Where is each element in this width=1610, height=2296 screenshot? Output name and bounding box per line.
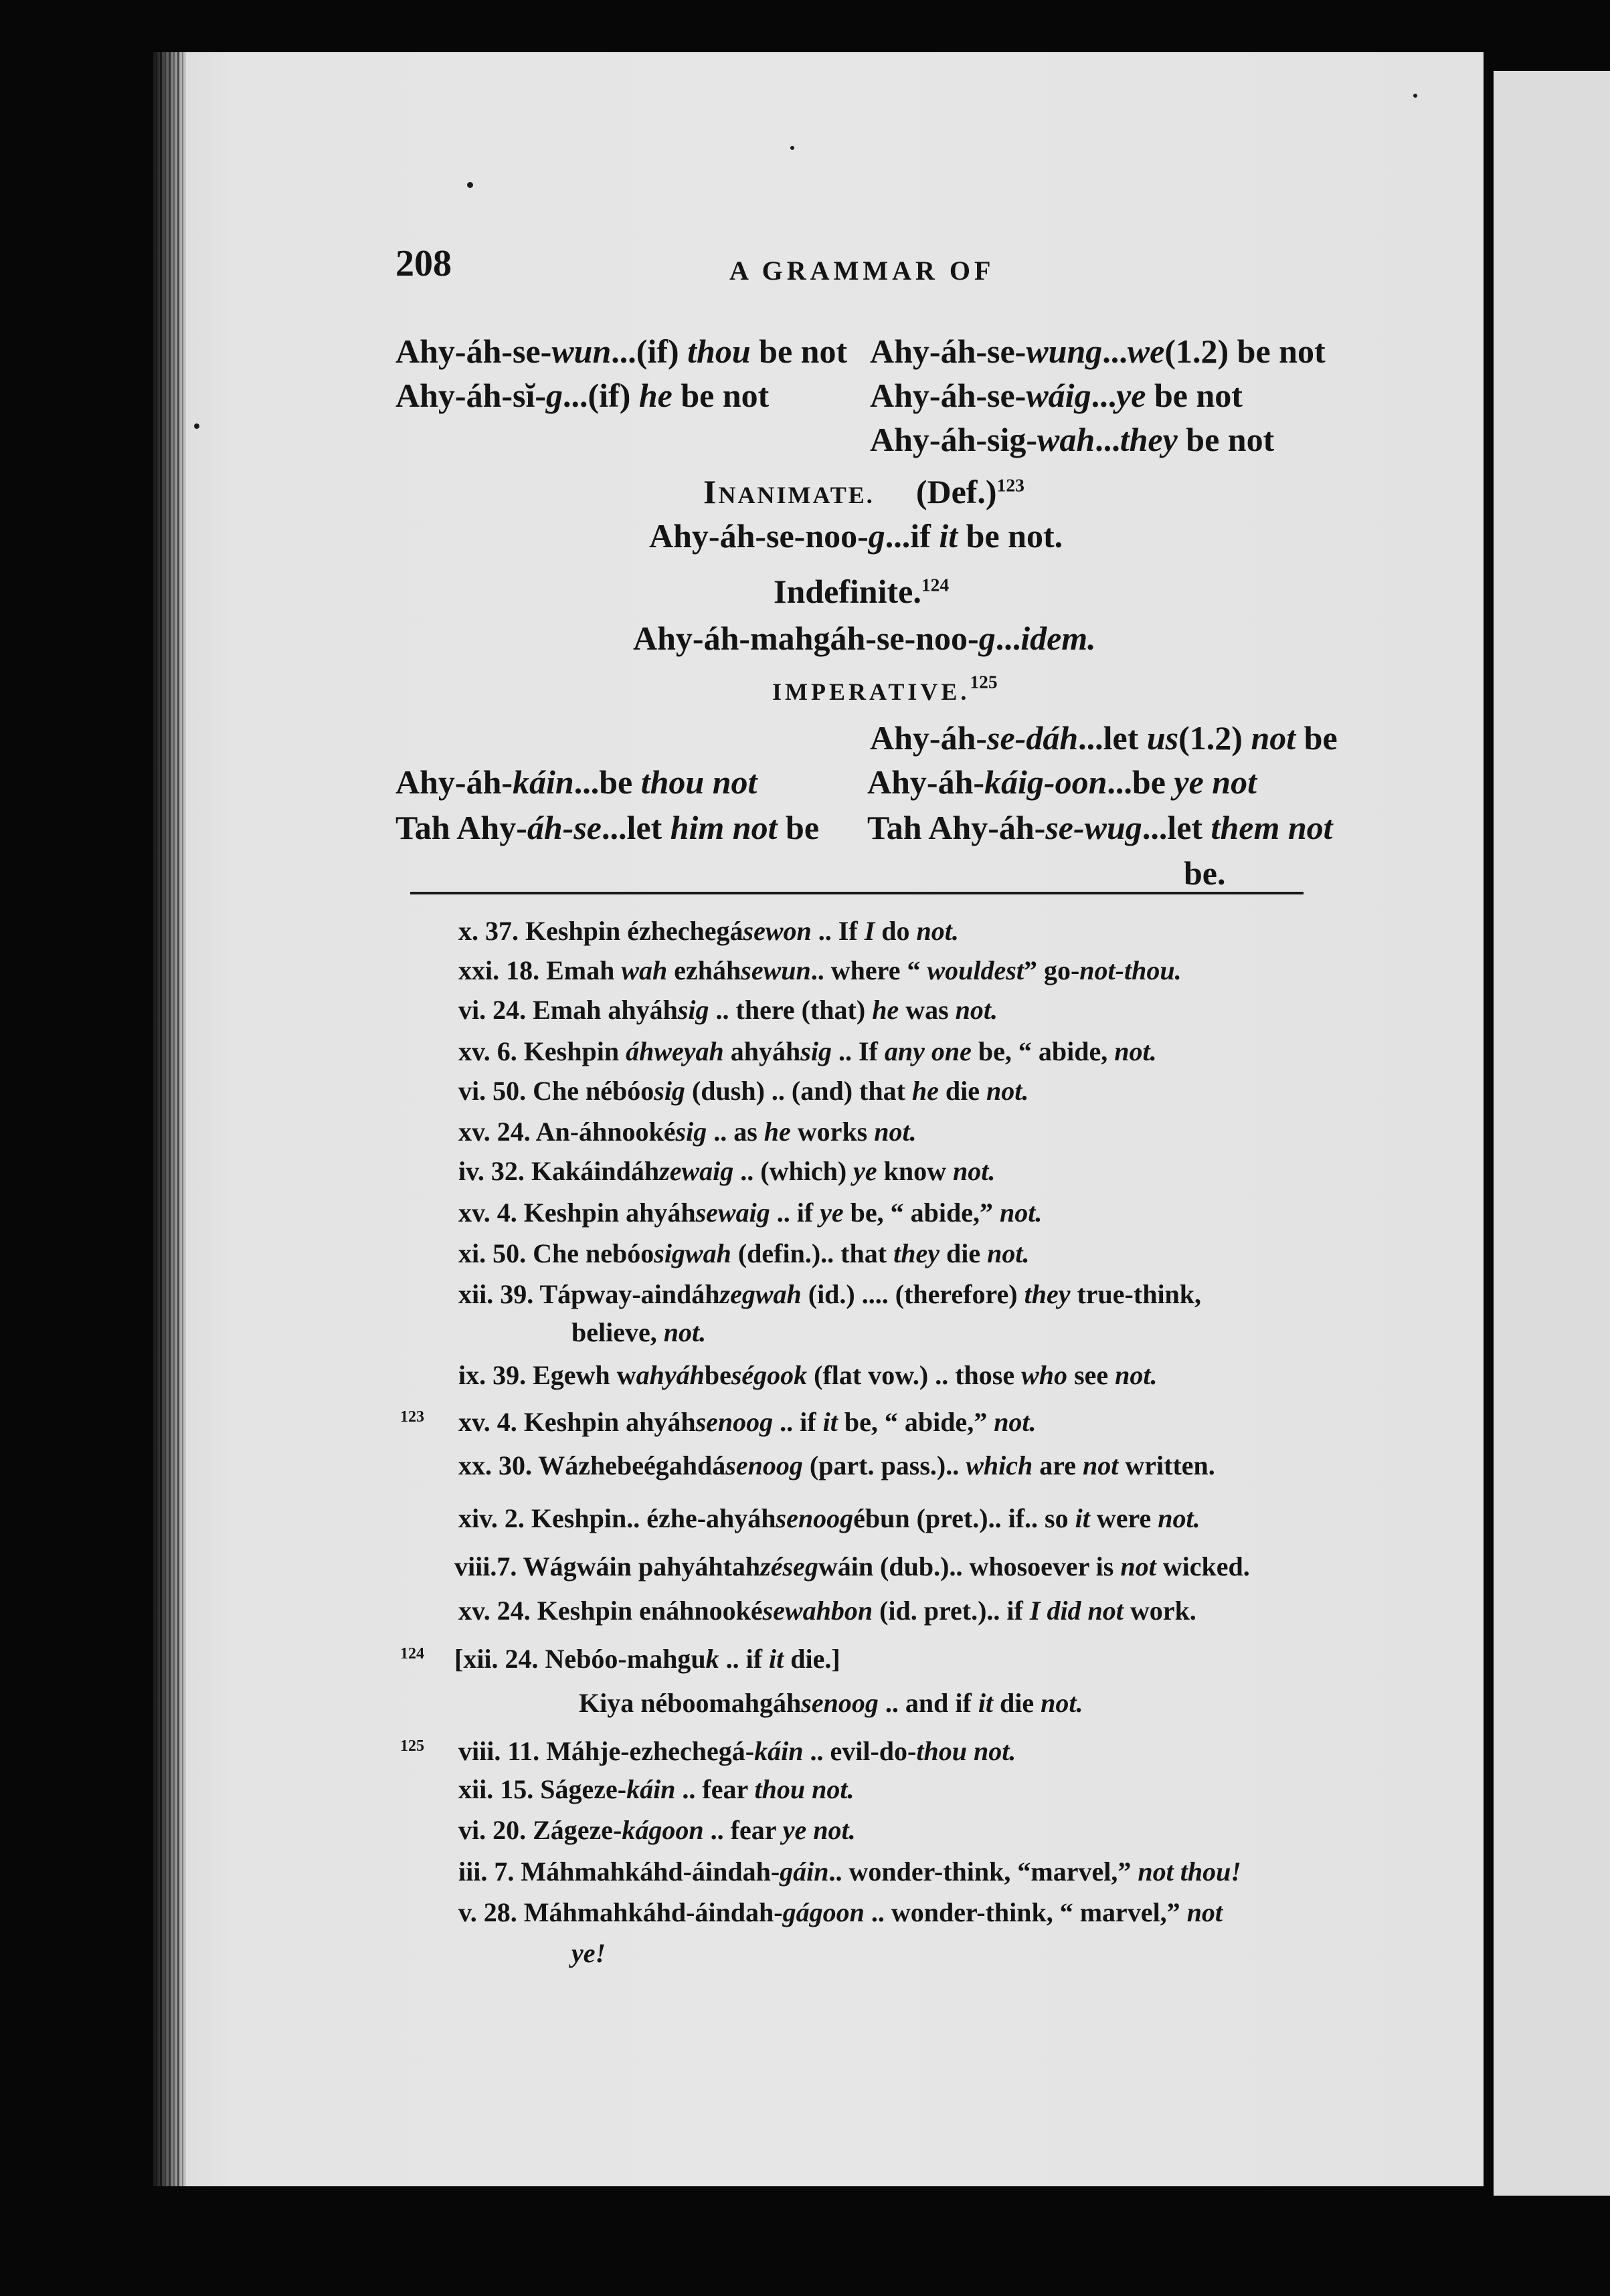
text-run: .. there (that)	[709, 995, 873, 1025]
text-run: ...(if)	[563, 377, 639, 414]
text-run: xii. 15. Ságeze-	[458, 1774, 627, 1804]
subjunctive-row3-right	[870, 419, 1274, 460]
text-run: Tah Ahy-	[395, 809, 527, 846]
footnote-marker: 123	[400, 1408, 424, 1426]
text-run: Ahy-áh-se-noo-	[649, 517, 869, 555]
italic-text-run: kágoon	[622, 1815, 704, 1845]
italic-text-run: wáig	[1026, 377, 1091, 414]
text-run: be not	[672, 377, 770, 414]
text-run: .. evil-do-	[803, 1736, 917, 1766]
italic-text-run: it	[978, 1688, 994, 1718]
italic-text-run: se-wug	[1045, 809, 1142, 846]
adjacent-page-edge	[1494, 71, 1610, 2196]
text-run: ahyáh	[723, 1036, 801, 1066]
italic-text-run: thou not.	[754, 1774, 855, 1804]
italic-text-run: not	[1083, 1450, 1119, 1480]
text-run: .. fear	[703, 1815, 783, 1845]
italic-text-run: káig-oon	[984, 763, 1107, 801]
footnote-line	[458, 1406, 1037, 1438]
scan-speck	[467, 182, 473, 188]
text-run: see	[1067, 1360, 1115, 1390]
italic-text-run: not.	[874, 1117, 917, 1147]
text-run: xii. 39. Tápway-aindáh	[458, 1279, 720, 1309]
italic-text-run: sewun	[741, 955, 811, 985]
italic-text-run: g	[546, 377, 563, 414]
text-run: believe,	[571, 1317, 664, 1347]
imperative-row3-right	[867, 807, 1333, 848]
footnote-line	[454, 1643, 840, 1675]
running-title: A GRAMMAR OF	[729, 256, 995, 286]
heading-text-run: IMPERATIVE.	[772, 678, 970, 705]
italic-text-run: gáin	[780, 1856, 829, 1887]
text-run: iii. 7. Máhmahkáhd-áindah-	[458, 1856, 780, 1887]
italic-text-run: not.	[1000, 1198, 1043, 1228]
italic-text-run: wung	[1026, 332, 1103, 370]
text-run: be not.	[958, 517, 1063, 555]
italic-text-run: I did not	[1029, 1596, 1124, 1626]
text-run: die	[939, 1238, 988, 1268]
text-run: be not	[1146, 377, 1243, 414]
text-run: (1.2)	[1178, 719, 1251, 757]
text-run: ix. 39. Egewh w	[458, 1360, 636, 1390]
text-run: xxi. 18. Emah	[458, 955, 622, 985]
text-run: ” go-	[1023, 955, 1080, 985]
italic-text-run: he	[911, 1076, 939, 1106]
footnote-marker: 124	[400, 1645, 424, 1662]
italic-text-run: sig	[654, 1076, 685, 1106]
italic-text-run: ségook	[731, 1360, 808, 1390]
footnote-line	[458, 955, 1182, 987]
italic-text-run: who	[1021, 1360, 1068, 1390]
italic-text-run: not.	[663, 1317, 707, 1347]
footnote-line	[458, 1814, 856, 1846]
footnote-line	[458, 994, 998, 1026]
text-run: .. if	[773, 1407, 823, 1437]
subjunctive-row1-left	[395, 331, 847, 371]
footnote-line	[458, 1116, 917, 1148]
italic-text-run: not.	[994, 1407, 1037, 1437]
footnote-line	[458, 1075, 1028, 1107]
italic-text-run: not.	[916, 916, 959, 946]
italic-text-run: they	[1024, 1279, 1071, 1309]
text-run: [xii. 24. Nebóo-mahgu	[454, 1644, 706, 1674]
italic-text-run: him not	[670, 809, 778, 846]
text-run: ...let	[1142, 809, 1211, 846]
text-run: be.	[1184, 854, 1226, 892]
italic-text-run: he	[872, 995, 899, 1025]
italic-text-run: not	[1186, 1897, 1223, 1927]
italic-text-run: g	[978, 619, 996, 657]
italic-text-run: it	[822, 1407, 838, 1437]
imperative-row2-left	[395, 762, 757, 802]
italic-text-run: wun	[551, 332, 612, 370]
italic-text-run: not.	[986, 1076, 1029, 1106]
footnote-line	[458, 1897, 1223, 1929]
text-run: Ahy-áh-mahgáh-se-noo-	[633, 619, 979, 657]
footnote-line-continuation	[571, 1317, 706, 1349]
text-run: was	[899, 995, 956, 1025]
italic-text-run: k	[705, 1644, 719, 1674]
text-run: xv. 4. Keshpin ahyáh	[458, 1407, 696, 1437]
text-run: (id.) .... (therefore)	[801, 1279, 1024, 1309]
imperative-row1-right	[870, 718, 1338, 758]
scan-speck	[1413, 94, 1417, 98]
italic-text-run: not.	[953, 1156, 996, 1186]
italic-text-run: he	[764, 1117, 791, 1147]
text-run: die	[938, 1076, 987, 1106]
italic-text-run: zéseg	[760, 1551, 818, 1582]
italic-text-run: ye not	[1174, 763, 1257, 801]
text-run: .. wonder-think, “marvel,”	[828, 1856, 1138, 1887]
text-run: v. 28. Máhmahkáhd-áindah-	[458, 1897, 783, 1927]
italic-text-run: wah	[621, 955, 668, 985]
text-run: Kiya néboomahgáh	[579, 1688, 802, 1718]
italic-text-run: they	[1120, 421, 1178, 458]
text-run: ébun (pret.).. if.. so	[853, 1503, 1075, 1533]
italic-text-run: it	[1075, 1503, 1090, 1533]
italic-text-run: senoog	[725, 1450, 803, 1480]
text-run: die	[993, 1688, 1041, 1718]
italic-text-run: not.	[987, 1238, 1030, 1268]
italic-text-run: us	[1146, 719, 1179, 757]
text-run: iv. 32. Kakáindáh	[458, 1156, 660, 1186]
footnote-line	[458, 915, 959, 947]
text-run: Ahy-áh-sĭ-	[395, 377, 547, 414]
text-run: be, “ abide,”	[843, 1198, 1000, 1228]
italic-text-run: sig	[677, 995, 709, 1025]
italic-text-run: thou not.	[916, 1736, 1016, 1766]
italic-text-run: wouldest	[927, 955, 1024, 985]
italic-text-run: áh-se	[527, 809, 602, 846]
italic-text-run: káin	[754, 1736, 804, 1766]
footnote-reference: 124	[921, 574, 950, 595]
text-run: wicked.	[1156, 1551, 1250, 1582]
text-run: (Def.)	[915, 473, 997, 510]
italic-text-run: any one	[884, 1036, 972, 1066]
text-run: ...be	[1107, 763, 1174, 801]
text-run: ...if	[885, 517, 940, 555]
italic-text-run: sig	[675, 1117, 707, 1147]
italic-text-run: senoog	[695, 1407, 774, 1437]
scan-speck	[790, 146, 794, 150]
text-run: be not	[750, 332, 848, 370]
text-run: written.	[1118, 1450, 1215, 1480]
italic-text-run: wah	[1037, 421, 1095, 458]
text-run: Tah Ahy-áh-	[867, 809, 1046, 846]
text-run: .. fear	[675, 1774, 755, 1804]
italic-text-run: sig	[800, 1036, 832, 1066]
imperative-row3-left	[395, 807, 819, 848]
text-run: ...	[1091, 377, 1117, 414]
inanimate-definite-form	[649, 516, 1063, 556]
footnote-line-continuation	[579, 1687, 1083, 1719]
italic-text-run: gágoon	[782, 1897, 865, 1927]
italic-text-run: not	[1120, 1551, 1156, 1582]
heading-text-run: INANIMATE.	[703, 473, 875, 510]
italic-text-run: not-thou.	[1079, 955, 1182, 985]
text-run: .. if	[719, 1644, 770, 1674]
text-run: xx. 30. Wázhebeégahdá	[458, 1450, 726, 1480]
binding-gutter	[151, 52, 186, 2186]
text-run: xi. 50. Che nebóo	[458, 1238, 654, 1268]
text-run: do	[875, 916, 917, 946]
page-number: 208	[395, 243, 452, 284]
italic-text-run: ye	[853, 1156, 877, 1186]
scan-speck	[194, 423, 199, 429]
text-run: Ahy-áh-se-	[870, 377, 1026, 414]
text-run: x. 37. Keshpin ézhechegá	[458, 916, 743, 946]
text-run: (id. pret.).. if	[873, 1596, 1030, 1626]
text-run: Ahy-áh-se-	[395, 332, 552, 370]
footnote-line	[458, 1450, 1215, 1482]
text-run: be	[777, 809, 820, 846]
text-run: (1.2) be not	[1164, 332, 1326, 370]
footnote-line	[458, 1359, 1158, 1392]
subjunctive-row2-right	[870, 375, 1243, 415]
inanimate-indefinite-form	[633, 618, 1096, 658]
text-run: true-think,	[1070, 1279, 1202, 1309]
text-run: Ahy-áh-	[870, 719, 988, 757]
indefinite-heading	[774, 571, 949, 611]
footnote-line	[454, 1551, 1250, 1583]
italic-text-run: sewon	[743, 916, 812, 946]
text-run: ...	[1102, 332, 1128, 370]
italic-text-run: thou not	[640, 763, 757, 801]
text-run: .. and if	[878, 1688, 978, 1718]
imperative-heading	[772, 668, 998, 712]
text-run: viii.7. Wágwáin pahyáhtah	[454, 1551, 761, 1582]
italic-text-run: he	[638, 377, 673, 414]
footnote-reference: 125	[970, 671, 998, 692]
text-run: (dush) .. (and) that	[685, 1076, 912, 1106]
italic-text-run: it	[939, 517, 958, 555]
italic-text-run: not	[1251, 719, 1296, 757]
footnote-reference: 123	[996, 474, 1024, 496]
italic-text-run: I	[864, 916, 875, 946]
italic-text-run: se-dáh	[987, 719, 1079, 757]
italic-text-run: which	[966, 1450, 1033, 1480]
text-run: (part. pass.)..	[802, 1450, 966, 1480]
footnote-line	[458, 1595, 1196, 1627]
imperative-row3-right-continuation	[1184, 853, 1226, 893]
italic-text-run: not thou!	[1138, 1856, 1241, 1887]
text-run: xv. 24. An-áhnooké	[458, 1117, 676, 1147]
text-run: be, “ abide,	[971, 1036, 1115, 1066]
text-run: Ahy-áh-se-	[870, 332, 1026, 370]
footnote-line	[458, 1155, 995, 1187]
footnote-line	[458, 1036, 1157, 1068]
footnote-line	[458, 1278, 1201, 1311]
text-run: works	[790, 1117, 875, 1147]
italic-text-run: they	[893, 1238, 940, 1268]
italic-text-run: zewaig	[659, 1156, 734, 1186]
italic-text-run: ye!	[571, 1938, 606, 1968]
text-run: are	[1033, 1450, 1083, 1480]
italic-text-run: them not	[1211, 809, 1333, 846]
text-run: ...be	[573, 763, 641, 801]
subjunctive-row1-right	[870, 331, 1326, 371]
text-run: .. if	[770, 1198, 820, 1228]
italic-text-run: not.	[1158, 1503, 1200, 1533]
text-run: (defin.).. that	[731, 1238, 894, 1268]
footnote-marker: 125	[400, 1737, 424, 1755]
italic-text-run: not.	[955, 995, 998, 1025]
text-run: xiv. 2. Keshpin.. ézhe-ahyáh	[458, 1503, 776, 1533]
text-run: Ahy-áh-sig-	[870, 421, 1038, 458]
text-run: be not	[1177, 421, 1275, 458]
italic-text-run: senoog	[801, 1688, 879, 1718]
italic-text-run: zegwah	[719, 1279, 802, 1309]
text-run: wáin (dub.).. whosoever is	[818, 1551, 1121, 1582]
text-run: xv. 24. Keshpin enáhnooké	[458, 1596, 763, 1626]
text-run: ezháh	[667, 955, 741, 985]
italic-text-run: sigwah	[654, 1238, 731, 1268]
footnote-line	[458, 1197, 1042, 1229]
text-run: vi. 50. Che nébóo	[458, 1076, 654, 1106]
text-run: ...	[995, 619, 1021, 657]
text-run: .. wonder-think, “ marvel,”	[864, 1897, 1187, 1927]
italic-text-run: thou	[687, 332, 751, 370]
italic-text-run: we	[1127, 332, 1165, 370]
text-run: .. (which)	[733, 1156, 854, 1186]
text-run: Indefinite.	[774, 573, 921, 610]
subjunctive-row2-left	[395, 375, 769, 415]
italic-text-run: sewaig	[695, 1198, 770, 1228]
text-run: ...	[1095, 421, 1120, 458]
footnote-line	[458, 1238, 1029, 1270]
italic-text-run: g	[868, 517, 885, 555]
italic-text-run: not.	[1041, 1688, 1083, 1718]
italic-text-run: ye	[1116, 377, 1146, 414]
text-run: ...let	[601, 809, 670, 846]
italic-text-run: sewahbon	[762, 1596, 873, 1626]
text-run: .. as	[707, 1117, 764, 1147]
italic-text-run: not.	[1115, 1360, 1158, 1390]
text-run: xv. 4. Keshpin ahyáh	[458, 1198, 696, 1228]
italic-text-run: káin	[513, 763, 574, 801]
italic-text-run: áhweyah	[626, 1036, 724, 1066]
italic-text-run: not.	[1114, 1036, 1157, 1066]
text-run: vi. 20. Zágeze-	[458, 1815, 622, 1845]
text-run: Ahy-áh-	[867, 763, 985, 801]
footnote-rule	[410, 892, 1304, 894]
text-run: be	[704, 1360, 731, 1390]
italic-text-run: idem.	[1020, 619, 1096, 657]
italic-text-run: káin	[626, 1774, 676, 1804]
italic-text-run: ahyáh	[636, 1360, 705, 1390]
text-run: be, “ abide,”	[837, 1407, 994, 1437]
text-run: vi. 24. Emah ahyáh	[458, 995, 678, 1025]
footnote-line	[458, 1735, 1016, 1767]
text-run: ...let	[1078, 719, 1147, 757]
text-run: Ahy-áh-	[395, 763, 513, 801]
text-run: xv. 6. Keshpin	[458, 1036, 626, 1066]
text-run: .. If	[831, 1036, 885, 1066]
text-run: viii. 11. Máhje-ezhechegá-	[458, 1736, 755, 1766]
italic-text-run: senoog	[776, 1503, 854, 1533]
text-run: be	[1295, 719, 1338, 757]
footnote-line	[458, 1774, 855, 1806]
text-run: were	[1089, 1503, 1158, 1533]
text-run: know	[877, 1156, 954, 1186]
imperative-row2-right	[867, 762, 1257, 802]
italic-text-run: it	[769, 1644, 784, 1674]
text-run: die.]	[784, 1644, 840, 1674]
footnote-line-continuation	[571, 1937, 606, 1970]
inanimate-heading	[703, 472, 1024, 515]
footnote-line	[458, 1503, 1200, 1535]
text-run: work.	[1123, 1596, 1196, 1626]
text-run: .. where “	[810, 955, 927, 985]
italic-text-run: ye not.	[782, 1815, 856, 1845]
text-run: (flat vow.) .. those	[807, 1360, 1022, 1390]
footnote-line	[458, 1856, 1241, 1888]
italic-text-run: ye	[820, 1198, 844, 1228]
text-run: .. If	[811, 916, 865, 946]
text-run: ...(if)	[611, 332, 688, 370]
